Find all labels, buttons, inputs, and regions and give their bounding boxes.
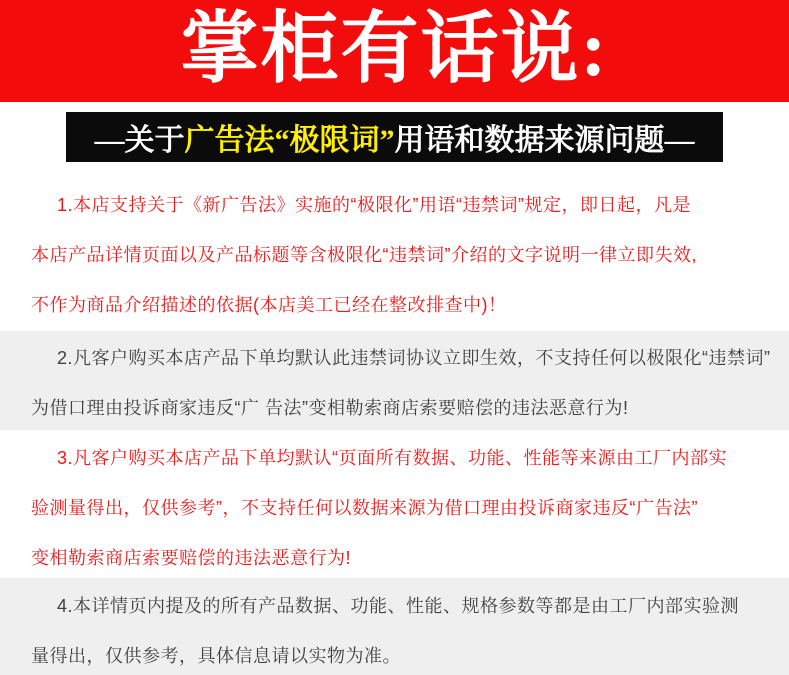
notice-line: 2.凡客户购买本店产品下单均默认此违禁词协议立即生效，不支持任何以极限化“违禁词” xyxy=(57,348,771,368)
subtitle-prefix: —关于 xyxy=(94,124,185,157)
notice-section-2 xyxy=(0,331,789,430)
header-banner xyxy=(0,0,789,102)
notice-line: 1.本店支持关于《新广告法》实施的“极限化”用语“违禁词”规定，即日起，凡是 xyxy=(57,195,691,215)
notice-section-1 xyxy=(0,162,789,331)
notice-line: 变相勒索商店索要赔偿的违法恶意行为! xyxy=(31,548,351,568)
notice-line: 3.凡客户购买本店产品下单均默认“页面所有数据、功能、性能等来源由工厂内部实 xyxy=(57,448,728,468)
notice-line: 4.本详情页内提及的所有产品数据、功能、性能、规格参数等都是由工厂内部实验测 xyxy=(57,596,740,616)
header-gap xyxy=(0,102,789,112)
notice-line: 不作为商品介绍描述的依据(本店美工已经在整改排查中)！ xyxy=(31,295,507,315)
notice-line: 验测量得出，仅供参考”，不支持任何以数据来源为借口理由投诉商家违反“广告法” xyxy=(31,498,698,518)
notice-line: 量得出，仅供参考，具体信息请以实物为准。 xyxy=(31,646,401,666)
page-title: 掌柜有话说: xyxy=(180,5,609,92)
subtitle-highlight: 广告法“极限词” xyxy=(184,124,395,157)
notice-section-3 xyxy=(0,430,789,578)
notice-line: 本店产品详情页面以及产品标题等含极限化“违禁词”介绍的文字说明一律立即失效, xyxy=(31,245,697,265)
notice-section-4 xyxy=(0,578,789,675)
notice-line: 为借口理由投诉商家违反“广 告法”变相勒索商店索要赔偿的违法恶意行为! xyxy=(31,398,629,418)
subtitle-banner xyxy=(66,112,723,162)
subtitle-suffix: 用语和数据来源问题— xyxy=(394,124,695,157)
